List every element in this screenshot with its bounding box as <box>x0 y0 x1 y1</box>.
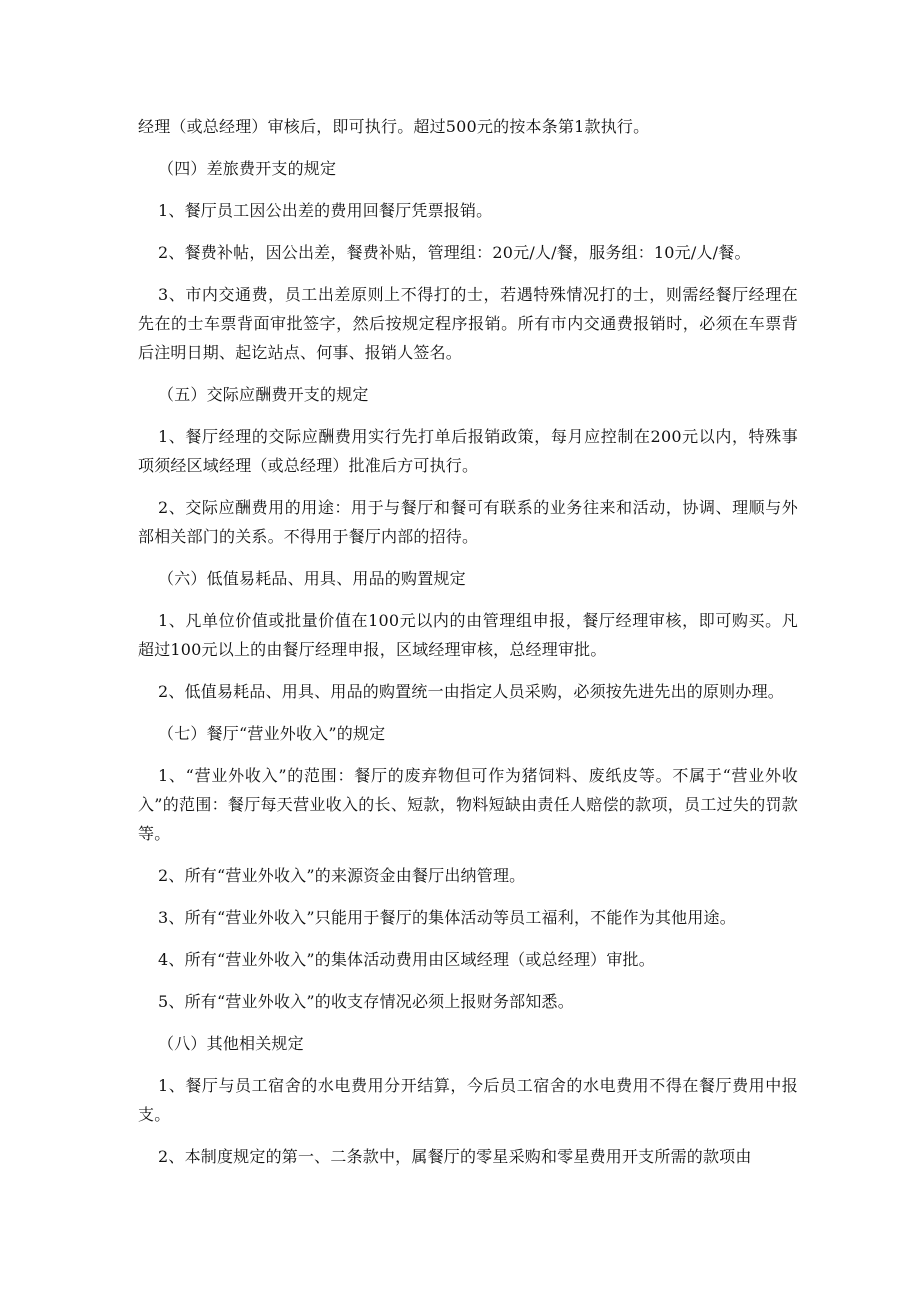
paragraph-continuation: 经理（或总经理）审核后，即可执行。超过500元的按本条第1款执行。 <box>138 117 650 136</box>
clause-6-1: 1、凡单位价值或批量价值在100元以内的由管理组申报，餐厅经理审核，即可购买。凡超过100元以上的由餐厅经理申报，区域经理审核，总经理审批。 <box>138 611 798 659</box>
clause-7-1: 1、“营业外收入”的范围：餐厅的废弃物但可作为猪饲料、废纸皮等。不属于“营业外收入”的范围：餐厅每天营业收入的长、短款，物料短缺由责任人赔偿的款项，员工过失的罚款等。 <box>138 766 798 843</box>
clause-7-4: 4、所有“营业外收入”的集体活动费用由区域经理（或总经理）审批。 <box>158 950 655 969</box>
clause-8-1: 1、餐厅与员工宿舍的水电费用分开结算，今后员工宿舍的水电费用不得在餐厅费用中报支。 <box>138 1076 798 1124</box>
clause-4-1: 1、餐厅员工因公出差的费用回餐厅凭票报销。 <box>158 201 493 220</box>
clause-5-2: 2、交际应酬费用的用途：用于与餐厅和餐可有联系的业务往来和活动，协调、理顺与外部相关部门的关系。不得用于餐厅内部的招待。 <box>138 498 798 546</box>
section-heading-8: （八）其他相关规定 <box>158 1034 304 1053</box>
section-heading-7: （七）餐厅“营业外收入”的规定 <box>158 724 386 743</box>
document-page <box>138 112 798 1184</box>
section-heading-6: （六）低值易耗品、用具、用品的购置规定 <box>158 569 466 588</box>
clause-5-1: 1、餐厅经理的交际应酬费用实行先打单后报销政策，每月应控制在200元以内，特殊事项须经区域经理（或总经理）批准后方可执行。 <box>138 427 798 475</box>
clause-7-3: 3、所有“营业外收入”只能用于餐厅的集体活动等员工福利，不能作为其他用途。 <box>158 908 736 927</box>
section-heading-4: （四）差旅费开支的规定 <box>158 159 337 178</box>
clause-8-2: 2、本制度规定的第一、二条款中，属餐厅的零星采购和零星费用开支所需的款项由 <box>158 1147 752 1166</box>
clause-7-5: 5、所有“营业外收入”的收支存情况必须上报财务部知悉。 <box>158 992 574 1011</box>
clause-7-2: 2、所有“营业外收入”的来源资金由餐厅出纳管理。 <box>158 866 526 885</box>
section-heading-5: （五）交际应酬费开支的规定 <box>158 385 369 404</box>
clause-6-2: 2、低值易耗品、用具、用品的购置统一由指定人员采购，必须按先进先出的原则办理。 <box>158 682 784 701</box>
clause-4-3: 3、市内交通费，员工出差原则上不得打的士，若遇特殊情况打的士，则需经餐厅经理在先在的士车票背面审批签字，然后按规定程序报销。所有市内交通费报销时，必须在车票背后注明日期、起讫站点、何事、报销人签名。 <box>138 285 798 362</box>
clause-4-2: 2、餐费补帖，因公出差，餐费补贴，管理组：20元/人/餐，服务组：10元/人/餐。 <box>158 243 751 262</box>
